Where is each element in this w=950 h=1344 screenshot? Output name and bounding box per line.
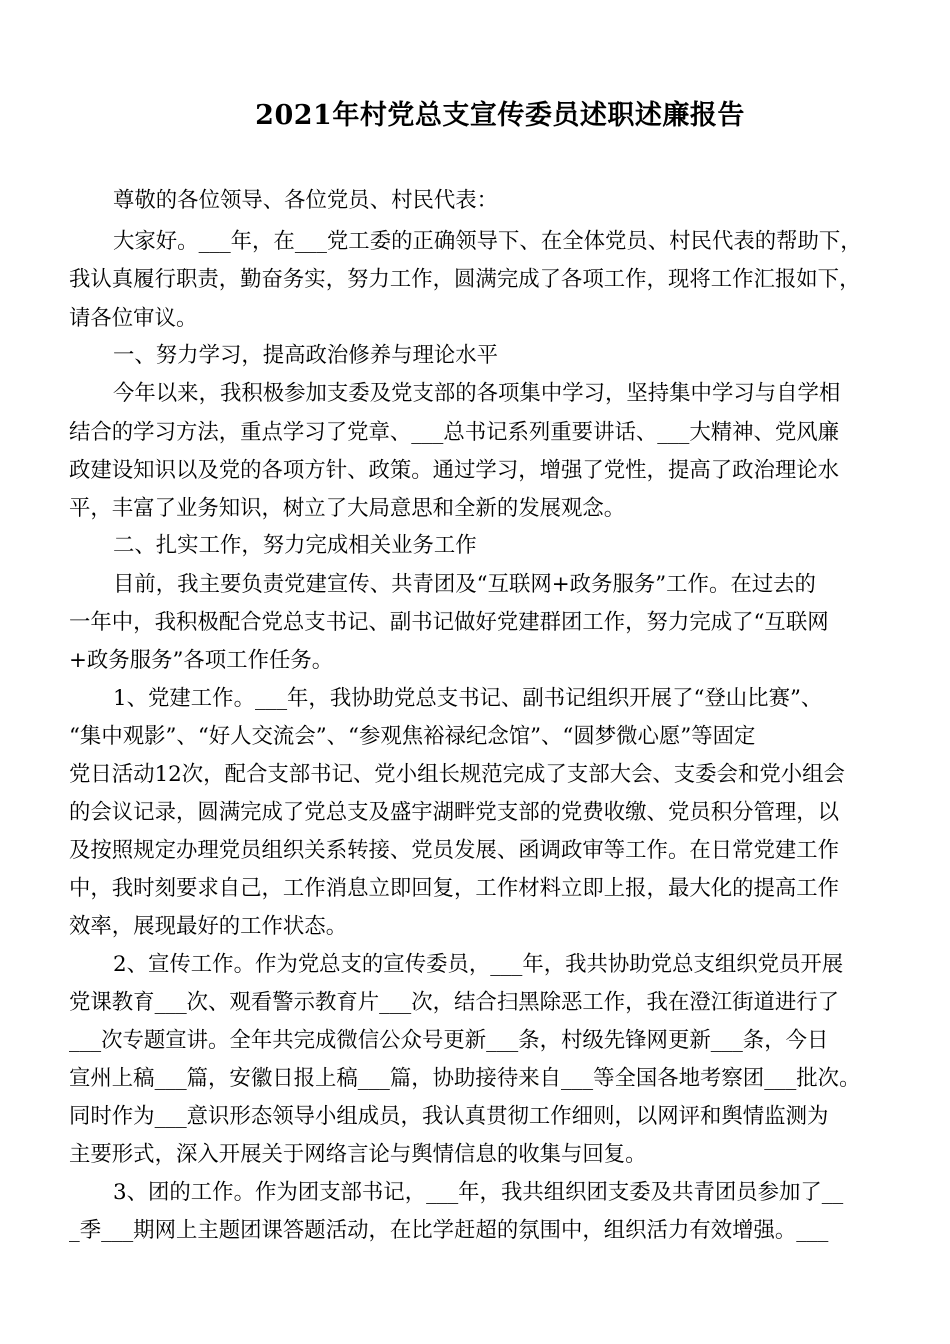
document-title: 2021年村党总支宣传委员述职述廉报告 [255, 100, 745, 131]
paragraph-line: ___次专题宣讲。全年共完成微信公众号更新___条，村级先锋网更新___条，今日 [69, 1028, 829, 1053]
paragraph-line: 结合的学习方法，重点学习了党章、___总书记系列重要讲话、___大精神、党风廉 [69, 420, 840, 445]
salutation-line: 尊敬的各位领导、各位党员、村民代表： [113, 188, 499, 213]
section-heading: 一、努力学习，提高政治修养与理论水平 [113, 343, 499, 368]
paragraph-line: 同时作为___意识形态领导小组成员，我认真贯彻工作细则，以网评和舆情监测为 [69, 1104, 829, 1129]
paragraph-line: 主要形式，深入开展关于网络言论与舆情信息的收集与回复。 [69, 1142, 647, 1167]
paragraph-line: 今年以来，我积极参加支委及党支部的各项集中学习，坚持集中学习与自学相 [113, 381, 841, 406]
paragraph-line: 2、宣传工作。作为党总支的宣传委员，___年，我共协助党总支组织党员开展 [113, 952, 844, 977]
paragraph-line: 3、团的工作。作为团支部书记，___年，我共组织团支委及共青团员参加了__ [113, 1180, 844, 1205]
paragraph-line: 党课教育___次、观看警示教育片___次，结合扫黑除恶工作，我在澄江街道进行了 [69, 990, 840, 1015]
paragraph-line: 请各位审议。 [69, 306, 198, 331]
paragraph-line: +政务服务”各项工作任务。 [69, 648, 334, 673]
paragraph-line: 效率，展现最好的工作状态。 [69, 914, 348, 939]
paragraph-line: 1、党建工作。___年，我协助党总支书记、副书记组织开展了“登山比赛”、 [113, 686, 823, 711]
paragraph-line: 的会议记录，圆满完成了党总支及盛宇湖畔党支部的党费收缴、党员积分管理，以 [69, 800, 840, 825]
paragraph-line: 大家好。___年，在___党工委的正确领导下、在全体党员、村民代表的帮助下， [113, 229, 862, 254]
paragraph-line: 中，我时刻要求自己，工作消息立即回复，工作材料立即上报，最大化的提高工作 [69, 876, 840, 901]
paragraph-line: 政建设知识以及党的各项方针、政策。通过学习，增强了党性，提高了政治理论水 [69, 458, 840, 483]
paragraph-line: 平，丰富了业务知识，树立了大局意思和全新的发展观念。 [69, 496, 626, 521]
paragraph-line: 我认真履行职责，勤奋务实，努力工作，圆满完成了各项工作，现将工作汇报如下， [69, 267, 861, 292]
paragraph-line: “集中观影”、“好人交流会”、“参观焦裕禄纪念馆”、“圆梦微心愿”等固定 [69, 724, 756, 749]
paragraph-line: 一年中，我积极配合党总支书记、副书记做好党建群团工作，努力完成了“互联网 [69, 610, 829, 635]
paragraph-line: 党日活动12次，配合支部书记、党小组长规范完成了支部大会、支委会和党小组会 [69, 762, 845, 787]
section-heading: 二、扎实工作，努力完成相关业务工作 [113, 533, 477, 558]
paragraph-line: _季___期网上主题团课答题活动，在比学赶超的氛围中，组织活力有效增强。___ [69, 1218, 829, 1243]
paragraph-line: 目前，我主要负责党建宣传、共青团及“互联网+政务服务”工作。在过去的 [113, 572, 816, 597]
paragraph-line: 及按照规定办理党员组织关系转接、党员发展、函调政审等工作。在日常党建工作 [69, 838, 840, 863]
paragraph-line: 宣州上稿___篇，安徽日报上稿___篇，协助接待来自___等全国各地考察团___批次。 [69, 1066, 861, 1091]
